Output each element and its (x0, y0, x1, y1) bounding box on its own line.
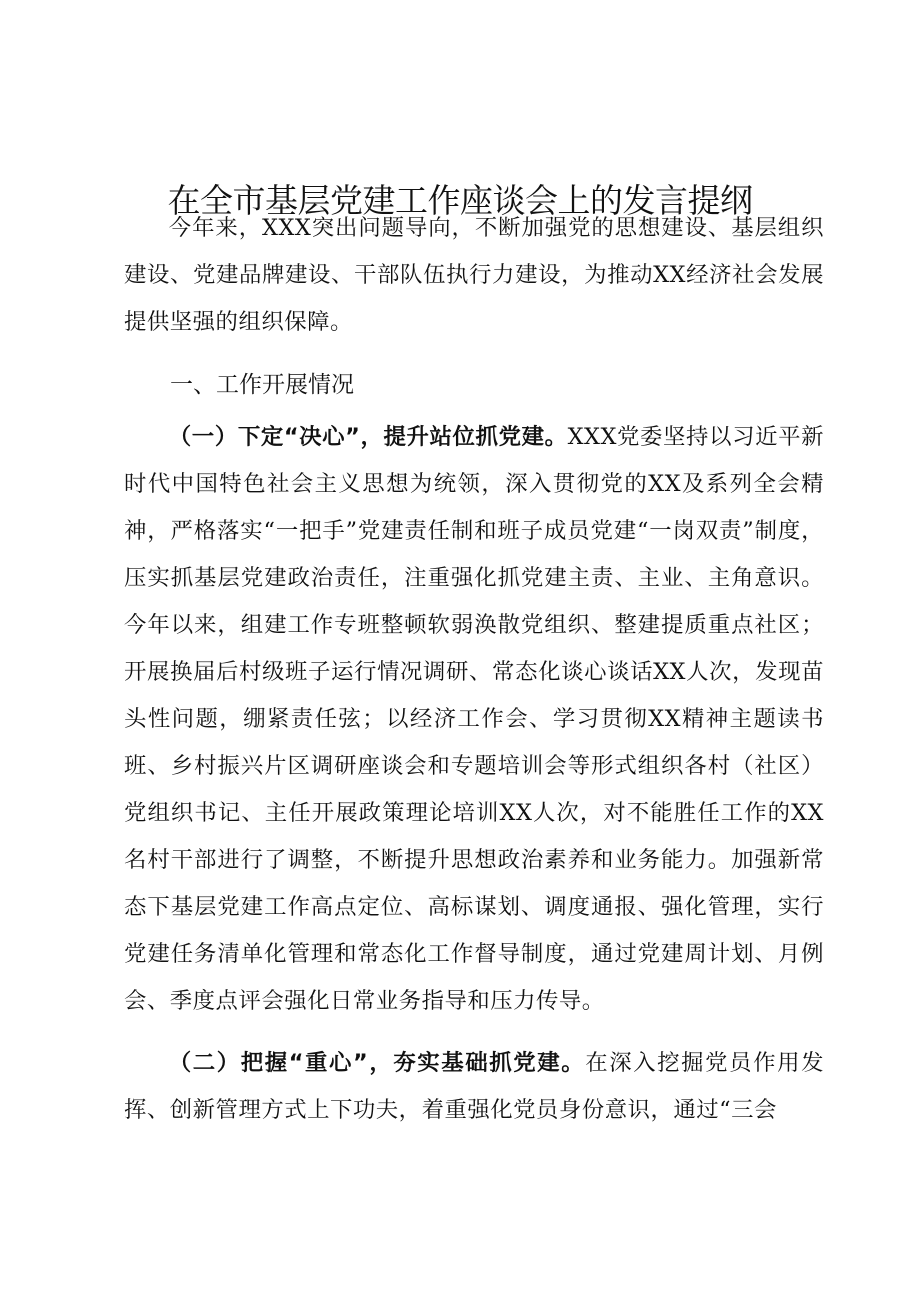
paragraph-2-lead: （二）把握“重心”，夯实基础抓党建。 (168, 1050, 586, 1076)
paragraph-2 (124, 1040, 824, 1134)
paragraph-1 (124, 414, 824, 1025)
document-title: 在全市基层党建工作座谈会上的发言提纲 (167, 181, 753, 220)
intro-paragraph: 今年来，XXX突出问题导向，不断加强党的思想建设、基层组织建设、党建品牌建设、干部队伍执行力建设，为推动XX经济社会发展提供坚强的组织保障。 (124, 215, 824, 335)
paragraph-2-text: 在深入挖掘党员作用发挥、创新管理方式上下功夫，着重强化党员身份意识，通过“三会 (124, 1050, 824, 1123)
paragraph-1-text: XXX党委坚持以习近平新时代中国特色社会主义思想为统领，深入贯彻党的XX及系列全会精神，严格落实“一把手”党建责任制和班子成员党建“一岗双责”制度，压实抓基层党建政治责任，注重强化抓党建主责、主业、主角意识。今年以来，组建工作专班整顿软弱涣散党组织、整建提质重点社区；开展换届后村级班子运行情况调研、常态化谈心谈话XX人次，发现苗头性问题，绷紧责任弦；以经济工作会、学习贯彻XX精神主题读书班、乡村振兴片区调研座谈会和专题培训会等形式组织各村（社区）党组织书记、主任开展政策理论培训XX人次，对不能胜任工作的XX名村干部进行了调整，不断提升思想政治素养和业务能力。加强新常态下基层党建工作高点定位、高标谋划、调度通报、强化管理，实行党建任务清单化管理和常态化工作督导制度，通过党建周计划、月例会、季度点评会强化日常业务指导和压力传导。 (124, 424, 824, 1014)
section-heading: 一、工作开展情况 (170, 372, 354, 398)
paragraph-1-lead: （一）下定“决心”，提升站位抓党建。 (168, 424, 568, 450)
